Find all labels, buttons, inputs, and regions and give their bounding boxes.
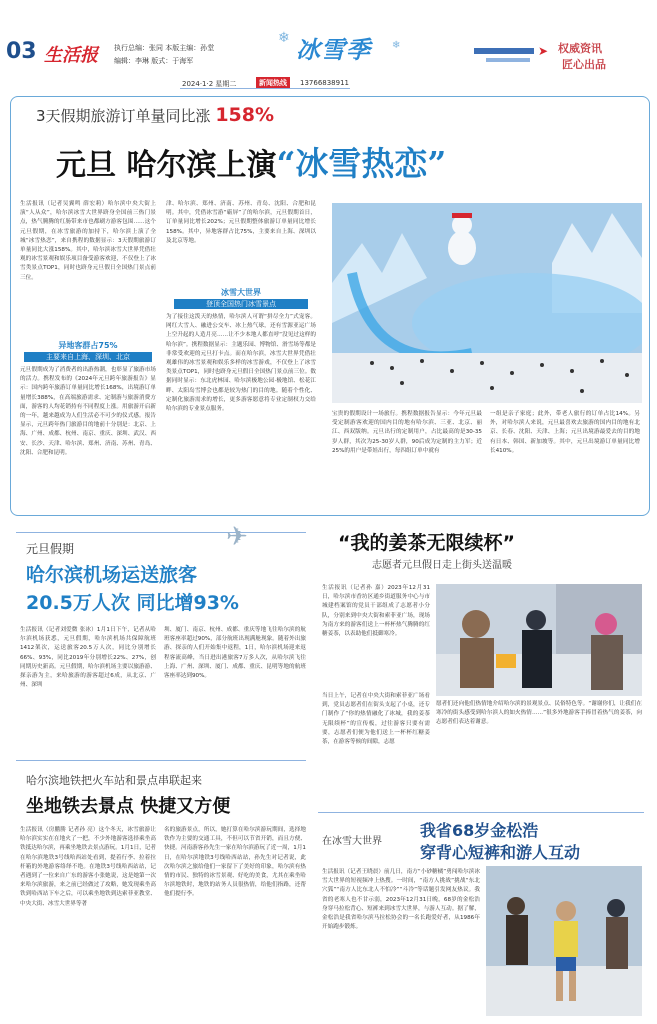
airport-col1-text: 生活报讯（记者刘爱微 张冰）1月1日下午，记者从哈尔滨机场获悉，元旦假期，哈尔滨机场共保障航班1412架次，运送旅客20.5万人次，同比分别增长66%、93%，同比2019年分别增长22%、27%，创同期历史新高。元旦假期，哈尔滨机场主要以旅游游、探亲游为主，来哈旅游的游客超过6成，从北京、广州、深圳 — [20, 627, 156, 689]
metro-headline: 坐地铁去景点 快捷又方便 — [26, 796, 231, 817]
ginger-subhead: 志愿者元旦假日走上街头送温暖 — [372, 560, 512, 571]
metro-col2-text: 名的旅游景点，所以，她打算在哈尔滨游玩期间，选择地铁作为主要的交通工具，不但可以节省开销，而且方便、快捷。河南游客孙先生一家在哈尔滨游玩了近一周，1月1日，在哈尔滨地铁3号线哈西站站，孙先生对记者说，此次哈尔滨之旅给他们一家留下了美好的印象，哈尔滨有热情的市民、独特的冰雪景观、好吃的美食，尤其在乘坐哈尔滨地铁时，地铁的站务人员很热情，给他们指路，还帮他们提行李。 — [164, 827, 306, 898]
marathon-top-rule — [318, 812, 644, 813]
lead-col4-text: 一组是亲子家庭；此外，带老人旅行的订单占比14%。另外，对哈尔滨人来说，元旦最喜欢去旅游的国内目的地有北京、长春、沈阳、天津、上海；元旦出境游最爱去的目的地有日本、韩国、新加坡等。其中，元旦出境游订单量同比增长410%。 — [490, 411, 640, 454]
ice-snow-world-illustration — [332, 203, 642, 403]
decor-bar — [486, 58, 530, 62]
marathon-headline-2: 穿背心短裤和游人互动 — [420, 843, 581, 862]
paper-name: 生活报 — [44, 45, 98, 66]
airport-kicker: 元旦假期 — [26, 542, 75, 556]
section-title: 冰雪季 — [296, 36, 371, 64]
airport-headline-2: 20.5万人次 同比增93% — [26, 592, 239, 614]
page-number: 03 — [6, 39, 37, 64]
ginger-col1-text: 生活报讯（记者孙 嘉）2023年12月31日，哈尔滨市香坊区通乡街道服务中心与市城建档案馆的党员干部组成了志愿者小分队，分别来到中央大街和索菲亚广场，现场为南方来的游客们送上一杯杯热气腾腾的红糖姜茶，以表助他们抵御寒冷。 — [322, 585, 430, 638]
staff-line-1: 执行总编：张同 本版主编：孙堂 — [114, 44, 215, 52]
lead-col2-text-2: 为了接住这泼天的热情，哈尔滨人可谓“拼尽全力”式宠客。网红大雪人、融进公交车、冰上热气球，还有雪源亚运广场上空升起的人造月亮……让不少本地人都直呼“没见过这样的哈尔滨”。携程数据显示：主题乐园、博物馆、滑雪场等都是非常受欢迎的元旦打卡点。而在哈尔滨，冰雪大世界凭借壮观雄伟的冰雪景观和娱乐多样的冰雪游戏，不仅登上了冰雪类景点TOP1，同时也跻身元旦假日全国热门景点前三位。数据同时显示：东北虎林园、哈尔滨极地公园·极地馆、松花江畔、太阳岛雪博会也都是较为热门的目的地。随着个性化、定制化旅游需求的增长，更多游客愿意将专业定制权力交给哈尔滨的专业景点服务。 — [166, 314, 316, 413]
volunteers-illustration — [436, 584, 642, 696]
slogan-1: 权威资讯 — [558, 42, 602, 55]
masthead — [0, 0, 657, 88]
metro-kicker: 哈尔滨地铁把火车站和景点串联起来 — [26, 774, 202, 787]
lead-kicker-text: 3天假期旅游订单量同比涨 — [36, 107, 211, 125]
snowflake-icon: ❄ — [392, 40, 401, 51]
lead-kicker-number: 158% — [215, 104, 275, 126]
lead-headline-highlight: “冰雪热恋” — [276, 144, 447, 183]
metro-col1-text: 生活报讯（房鹏勝 记者孙 亮）这个冬天，冰雪旅游让哈尔滨实实在在地火了一把，不少外地游客选择乘坐高铁抵达哈尔滨，再乘坐地铁去景点游玩。1月1日，记者在哈尔滨地铁3号线哈西站处看到，提着行李、拉着拉杆箱的外地游客络绎不绝。在地铁3号线哈西站站，记者遇到了一位来自广东的游客小张她说，这是她第一次来哈尔滨旅游，来之前已经做过了攻略，她发现乘坐高铁到哈西站下车之后，可以乘坐地铁到达索菲亚教堂、中央大街、冰雪大世界等著 — [20, 827, 156, 907]
decor-bar — [474, 48, 534, 54]
staff-line-2: 编辑：李琳 版式：于海军 — [114, 57, 194, 65]
lead-headline — [56, 138, 446, 185]
airplane-icon: ✈ — [226, 522, 248, 552]
airport-story-top-rule — [16, 532, 306, 533]
marathon-runner-photo — [486, 866, 642, 1016]
ice-snow-world-photo — [332, 203, 642, 403]
lead-col3-text: 宝贵的假期设计一场旅行。携程数据报告显示：今年元旦最受定制游客欢迎的国内目的地有哈尔滨、三亚、北京、丽江、西双版纳。元旦出行的定制用户，占比最高的是30-35岁人群，其次为25-30岁人群，90后成为定制的主力军；近25%的用户是带娃出行，每四组订单中就有 — [332, 411, 482, 454]
lead-kicker — [36, 104, 274, 126]
slogan-2: 匠心出品 — [562, 58, 606, 71]
ginger-headline: “我的姜茶无限续杯” — [338, 532, 515, 554]
arrow-icon: ➤ — [538, 44, 549, 58]
masthead-rule — [180, 88, 350, 89]
lead-subhead-2: 冰雪大世界 — [221, 288, 261, 297]
lead-subhead-2-bar: 登顶全国热门冰雪景点 — [174, 299, 308, 309]
marathon-col-text: 生活报讯（记者王晓晨）前几日，南方“小砂糖橘”勇闯哈尔滨冰雪大世界的短视频冲上热搜。一时间，“南方人挑战”挑战“东北穴狐”“南方人比东北人不怕冷”“斗冷”等话题引发网友热议。我省的老寒人也不甘示弱，2023年12月31日晚，68岁的金松浩身穿马拉松背心、短裤来到冰雪大世界，与游人互动。据了解，金松浩是我省哈尔滨马拉松协会的一名长跑爱好者，从1986年开始跑步锻炼。 — [322, 869, 480, 931]
snowflake-icon: ❄ — [278, 30, 290, 46]
lead-col2-text: 津、哈尔滨、郑州、济南、苏州、青岛、沈阳、合肥和昆明。其中，凭借冰雪游“霸屏”了的哈尔滨，元旦假期首日，订单量同比增长202%；元旦假期整体旅游订单量同比增长158%。其中，异地客群占比75%，主要来自上海、深圳以及北京等地。 — [166, 201, 316, 244]
airport-col2-text: 圳、厦门、南京、杭州、成都、重庆等地飞往哈尔滨的航班客座率超过90%，部分航班出现满舱现象。随着外出旅游、探亲的人们开始集中返程，1日，哈尔滨机场迎来返程客流高峰，当日进出港旅客7万多人次，从哈尔滨飞往上海、广州、深圳、厦门、成都、重庆、昆明等地的航班客座率达到90%。 — [164, 627, 306, 680]
hotline-number: 13766838911 — [300, 79, 349, 87]
marathon-headline-1: 我省68岁金松浩 — [420, 821, 539, 840]
date-line: 2024·1·2 星期二 — [182, 80, 237, 88]
lead-col1-text-2: 元旦假期成为了消费者的出游热潮，也彰显了旅游市场的活力。携程发布的《2024年元旦跨年旅游报告》显示：国内跨年旅游订单量同比增长168%，出境游订单量增长388%，在高端旅游需求、定制游与旅游消费方面，游客的人均花销持有不同程度上涨。用旅游开启新的一年，越来越成为人们生活必不可少的仪式感。报告显示，元旦跨年热门旅游目的地前十分别是：北京、上海、广州、成都、杭州、南京、重庆、深圳、武汉、西安、长沙、天津、哈尔滨、郑州、济南、苏州、青岛、沈阳、合肥和昆明。 — [20, 367, 156, 456]
ginger-col3-text: 愿者们还向他们热情地介绍哈尔滨的景观景点、民俗特色等。“谢谢你们，让我们在寒冷的街头感受到哈尔滨人的如火热情……”很多外地游客手捧冒着热气的姜茶，向志愿者们表达着谢意。 — [436, 701, 642, 726]
marathon-illustration — [486, 866, 642, 1016]
lead-col1-text: 生活报讯（记者吴翼鸣 薛宏莉）哈尔滨中央大街上演“人从众”，哈尔滨冰雪大世界跻身全国前三热门景点，热气腾腾的红肠带来市也都刷方游客包围……这个元旦假期，在冰雪旅游的加持下，哈尔滨上演了全城“冰雪热恋”，来自携程的数据显示：3天假期旅游订单量同比大涨158%。其中，哈尔滨冰雪大世界凭借壮观的冰雪景观和娱乐项目备受游客欢迎，不仅登上了冰雪类景点TOP1，同时也跻身元旦假日全国热门景点前三位。 — [20, 201, 156, 281]
lead-headline-prefix: 元旦 哈尔滨上演 — [56, 148, 277, 183]
airport-bottom-rule — [16, 760, 306, 761]
lead-subhead-1-bar: 主要来自上海、深圳、北京 — [24, 352, 152, 362]
ginger-col2-text-visible: 当日上午，记者在中央大街和索菲亚广场看到，党员志愿者们在街头支起了小桌，还专门制作了“你的热情融化了冰城，我的姜茶无限续杯”的宣传板，过往游客只要有需要，志愿者们便为他们送上一杯杯红糖姜茶，在游客等候的间隙，志愿 — [322, 693, 430, 746]
airport-headline-1: 哈尔滨机场运送旅客 — [26, 564, 198, 586]
hotline-label: 新闻热线 — [256, 77, 290, 89]
volunteers-photo — [436, 584, 642, 696]
marathon-kicker: 在冰雪大世界 — [322, 836, 382, 847]
lead-subhead-1: 异地客群占75% — [58, 341, 118, 350]
